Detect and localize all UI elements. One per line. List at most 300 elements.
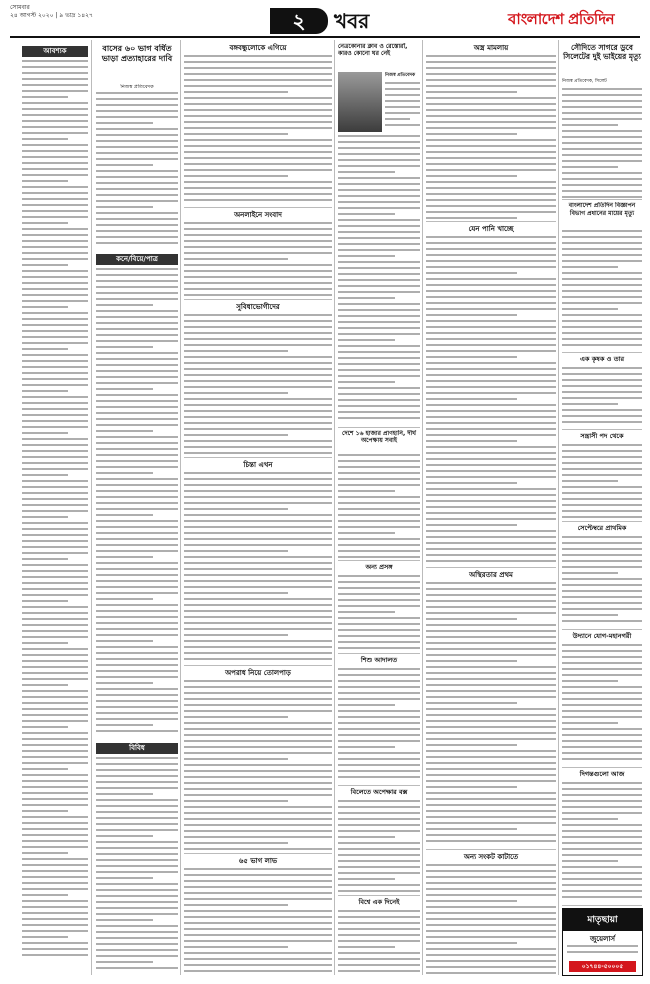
text-line <box>22 360 88 362</box>
text-line <box>426 816 556 818</box>
text-line <box>562 118 642 120</box>
story-saudi-headline: সৌদিতে সাগরে ডুবে সিলেটের দুই ভাইয়ের মৃত্যু <box>563 43 641 61</box>
text-line <box>562 680 618 682</box>
text-line <box>338 177 420 179</box>
text-line <box>338 183 420 185</box>
text-line <box>562 190 642 192</box>
body-lines <box>562 444 642 519</box>
text-line <box>426 175 517 177</box>
classified-title-2: কনে/বিয়ে/পাত্র <box>96 254 178 265</box>
text-line <box>338 375 420 377</box>
text-line <box>562 710 642 712</box>
text-line <box>338 940 420 942</box>
story-netrokona-body <box>338 135 420 425</box>
text-line <box>562 824 642 826</box>
text-line <box>184 916 332 918</box>
text-line <box>426 470 556 472</box>
text-line <box>562 656 642 658</box>
text-line <box>96 508 178 510</box>
body-lines <box>184 868 332 976</box>
column-divider <box>180 40 181 975</box>
text-line <box>96 871 178 873</box>
text-line <box>22 126 88 128</box>
text-line <box>426 97 556 99</box>
text-line <box>184 812 332 814</box>
text-line <box>184 139 332 141</box>
text-line <box>562 486 642 488</box>
text-line <box>562 344 642 346</box>
text-line <box>385 94 420 96</box>
text-line <box>184 946 288 948</box>
text-line <box>22 204 88 206</box>
text-line <box>96 280 178 282</box>
text-line <box>426 55 556 57</box>
text-line <box>22 954 88 956</box>
text-line <box>426 121 556 123</box>
story-september-body <box>562 536 642 626</box>
text-line <box>22 336 88 338</box>
text-line <box>96 718 178 720</box>
text-line <box>426 181 556 183</box>
text-line <box>338 710 420 712</box>
story-divider <box>562 905 642 906</box>
text-line <box>338 964 420 966</box>
text-line <box>562 590 642 592</box>
text-line <box>22 552 88 554</box>
story-bishwa-headline: বিশ্বে এক দিনেই <box>358 898 400 906</box>
text-line <box>562 172 642 174</box>
text-line <box>338 836 395 838</box>
body-lines <box>562 782 642 902</box>
text-line <box>22 324 88 326</box>
text-line <box>338 357 420 359</box>
text-line <box>96 823 178 825</box>
text-line <box>426 642 556 644</box>
text-line <box>426 828 517 830</box>
text-line <box>184 416 332 418</box>
text-line <box>426 278 556 280</box>
story-divider <box>184 665 332 666</box>
text-line <box>426 972 556 974</box>
text-line <box>338 147 420 149</box>
text-line <box>22 132 88 134</box>
text-line <box>22 870 88 872</box>
text-line <box>96 200 178 202</box>
text-line <box>562 674 642 676</box>
text-line <box>426 792 556 794</box>
text-line <box>22 60 88 62</box>
text-line <box>338 556 420 558</box>
text-line <box>184 264 332 266</box>
body-lines <box>338 910 420 976</box>
text-line <box>426 798 556 800</box>
text-line <box>338 674 420 676</box>
text-line <box>338 472 420 474</box>
text-line <box>22 708 88 710</box>
story-saudi-byline: নিজস্ব প্রতিবেদক, সিলেট <box>562 79 607 84</box>
text-line <box>184 622 332 624</box>
text-line <box>96 799 178 801</box>
text-line <box>22 624 88 626</box>
text-line <box>338 195 420 197</box>
text-line <box>22 426 88 428</box>
text-line <box>426 804 556 806</box>
text-line <box>96 502 178 504</box>
text-line <box>562 367 642 369</box>
text-line <box>96 829 178 831</box>
text-line <box>96 292 178 294</box>
text-line <box>22 444 88 446</box>
text-line <box>184 580 332 582</box>
text-line <box>96 242 178 244</box>
text-line <box>96 218 178 220</box>
text-line <box>184 634 288 636</box>
text-line <box>562 740 642 742</box>
text-line <box>338 405 420 407</box>
text-line <box>562 752 642 754</box>
text-line <box>184 320 332 322</box>
text-line <box>426 416 556 418</box>
column-divider <box>558 40 559 975</box>
text-line <box>338 213 395 215</box>
text-line <box>426 308 556 310</box>
text-line <box>22 270 88 272</box>
text-line <box>22 672 88 674</box>
text-line <box>96 176 178 178</box>
text-line <box>22 918 88 920</box>
text-line <box>338 237 420 239</box>
text-line <box>562 130 642 132</box>
text-line <box>184 868 332 870</box>
text-line <box>562 136 642 138</box>
text-line <box>22 828 88 830</box>
text-line <box>22 702 88 704</box>
text-line <box>22 888 88 890</box>
text-line <box>338 860 420 862</box>
text-line <box>184 928 332 930</box>
text-line <box>338 261 420 263</box>
story-bigyapon-body <box>338 800 420 895</box>
text-line <box>96 274 178 276</box>
story-onno-headline: অন্য প্রসঙ্গ <box>365 563 393 571</box>
text-line <box>184 502 332 504</box>
text-line <box>426 187 556 189</box>
text-line <box>562 878 642 880</box>
text-line <box>184 356 332 358</box>
text-line <box>567 951 638 953</box>
text-line <box>338 928 420 930</box>
text-line <box>22 774 88 776</box>
text-line <box>562 692 642 694</box>
text-line <box>426 109 556 111</box>
text-line <box>562 196 642 198</box>
text-line <box>184 752 332 754</box>
text-line <box>426 864 556 866</box>
text-line <box>184 368 332 370</box>
text-line <box>426 242 556 244</box>
text-line <box>96 538 178 540</box>
text-line <box>562 266 618 268</box>
text-line <box>22 186 88 188</box>
text-line <box>562 338 642 340</box>
text-line <box>426 840 556 842</box>
text-line <box>562 456 642 458</box>
text-line <box>338 824 420 826</box>
story-divider <box>338 427 420 428</box>
text-line <box>338 866 420 868</box>
text-line <box>184 698 332 700</box>
text-line <box>22 168 88 170</box>
text-line <box>426 542 556 544</box>
text-line <box>338 135 420 137</box>
text-line <box>426 440 517 442</box>
text-line <box>338 770 420 772</box>
text-line <box>426 732 556 734</box>
text-line <box>184 628 332 630</box>
text-line <box>22 516 68 518</box>
text-line <box>96 937 178 939</box>
text-line <box>96 406 178 408</box>
story-sontrashi-body <box>562 444 642 519</box>
text-line <box>184 818 332 820</box>
text-line <box>338 593 420 595</box>
text-line <box>184 314 332 316</box>
text-line <box>338 321 420 323</box>
text-line <box>96 955 178 957</box>
text-line <box>562 698 642 700</box>
story-divider <box>338 895 420 896</box>
text-line <box>96 622 178 624</box>
story-udyane-headline: উদ্যানে যোগ-মহানগরী <box>572 632 632 640</box>
story-mother-body <box>562 230 642 350</box>
text-line <box>426 714 556 716</box>
text-line <box>426 488 556 490</box>
text-line <box>426 618 517 620</box>
text-line <box>562 320 642 322</box>
text-line <box>562 236 642 238</box>
text-line <box>96 640 153 642</box>
text-line <box>184 338 332 340</box>
text-line <box>22 288 88 290</box>
text-line <box>96 230 178 232</box>
text-line <box>96 616 178 618</box>
text-line <box>184 79 332 81</box>
text-line <box>184 970 332 972</box>
story-divider <box>562 521 642 522</box>
text-line <box>184 496 332 498</box>
text-line <box>426 205 556 207</box>
jewellery-advert[interactable] <box>562 908 643 976</box>
text-line <box>22 144 88 146</box>
text-line <box>96 853 178 855</box>
body-lines <box>338 668 420 782</box>
text-line <box>426 199 556 201</box>
text-line <box>22 792 88 794</box>
text-line <box>385 100 420 102</box>
text-line <box>562 254 642 256</box>
text-line <box>426 115 556 117</box>
text-line <box>562 866 642 868</box>
body-lines <box>184 314 332 454</box>
text-line <box>426 139 556 141</box>
text-line <box>562 854 642 856</box>
text-line <box>184 252 332 254</box>
text-line <box>426 548 556 550</box>
text-line <box>184 276 332 278</box>
body-lines <box>184 680 332 850</box>
text-line <box>562 890 642 892</box>
text-line <box>22 240 88 242</box>
text-line <box>96 478 178 480</box>
text-line <box>22 630 88 632</box>
text-line <box>338 617 420 619</box>
text-line <box>338 171 395 173</box>
text-line <box>184 350 288 352</box>
text-line <box>426 672 556 674</box>
text-line <box>338 647 420 649</box>
text-line <box>96 805 178 807</box>
text-line <box>96 298 178 300</box>
text-line <box>426 702 517 704</box>
text-line <box>562 462 642 464</box>
text-line <box>426 314 517 316</box>
text-line <box>426 434 556 436</box>
text-line <box>96 877 153 879</box>
text-line <box>184 103 332 105</box>
text-line <box>338 369 420 371</box>
text-line <box>96 484 178 486</box>
text-line <box>184 604 332 606</box>
text-line <box>22 372 88 374</box>
text-line <box>426 750 556 752</box>
text-line <box>96 182 178 184</box>
text-line <box>22 180 68 182</box>
story-ostherik-body <box>426 582 556 847</box>
text-line <box>426 290 556 292</box>
text-line <box>562 554 642 556</box>
text-line <box>338 575 420 577</box>
text-line <box>96 194 178 196</box>
text-line <box>338 716 420 718</box>
text-line <box>96 931 178 933</box>
text-line <box>22 222 68 224</box>
text-line <box>426 356 517 358</box>
text-line <box>22 120 88 122</box>
header-day: সোমবার <box>10 4 30 11</box>
text-line <box>96 610 178 612</box>
text-line <box>96 604 178 606</box>
text-line <box>426 392 556 394</box>
text-line <box>385 106 420 108</box>
text-line <box>338 848 420 850</box>
advert-phone: ০১৭৪৪-৫০০০৫ <box>569 961 636 972</box>
text-line <box>562 230 642 232</box>
text-line <box>338 686 420 688</box>
text-line <box>562 860 618 862</box>
text-line <box>22 600 68 602</box>
text-line <box>426 536 556 538</box>
text-line <box>96 574 178 576</box>
text-line <box>562 758 642 760</box>
text-line <box>184 508 288 510</box>
text-line <box>338 680 420 682</box>
text-line <box>96 436 178 438</box>
advert-brand: মাতৃছায়া <box>563 909 642 931</box>
text-line <box>96 430 153 432</box>
text-line <box>184 282 332 284</box>
text-line <box>96 358 178 360</box>
text-line <box>562 480 618 482</box>
text-line <box>338 872 420 874</box>
text-line <box>184 222 332 224</box>
text-line <box>184 770 332 772</box>
text-line <box>96 382 178 384</box>
text-line <box>184 484 332 486</box>
text-line <box>184 398 332 400</box>
text-line <box>22 354 88 356</box>
text-line <box>22 696 88 698</box>
text-line <box>184 764 332 766</box>
text-line <box>22 540 88 542</box>
text-line <box>338 285 420 287</box>
text-line <box>184 922 332 924</box>
story-pani-body <box>426 236 556 566</box>
story-divider <box>562 352 642 353</box>
text-line <box>184 121 332 123</box>
lead-headline: বাসের ৬০ ভাগ বর্ধিত ভাড়া প্রত্যাহারের দাবি <box>96 44 178 84</box>
text-line <box>22 726 68 728</box>
text-line <box>184 440 332 442</box>
text-line <box>338 297 395 299</box>
text-line <box>96 586 178 588</box>
text-line <box>96 817 178 819</box>
text-line <box>184 428 332 430</box>
text-line <box>426 332 556 334</box>
text-line <box>22 768 68 770</box>
text-line <box>426 690 556 692</box>
text-line <box>184 109 332 111</box>
text-line <box>22 414 88 416</box>
text-line <box>96 104 178 106</box>
text-line <box>22 468 88 470</box>
text-line <box>562 818 618 820</box>
text-line <box>184 610 332 612</box>
text-line <box>562 290 642 292</box>
text-line <box>22 744 88 746</box>
text-line <box>338 508 420 510</box>
text-line <box>22 228 88 230</box>
text-line <box>22 438 88 440</box>
text-line <box>22 342 88 344</box>
body-lines <box>426 864 556 976</box>
text-line <box>426 404 556 406</box>
text-line <box>22 234 88 236</box>
text-line <box>96 793 153 795</box>
text-line <box>426 127 556 129</box>
story-digonto-headline: দিগন্তগুলো আজ <box>579 770 625 778</box>
text-line <box>96 907 178 909</box>
text-line <box>426 374 556 376</box>
text-line <box>22 936 68 938</box>
text-line <box>426 588 556 590</box>
text-line <box>562 662 642 664</box>
text-line <box>22 684 68 686</box>
text-line <box>562 812 642 814</box>
story-udyane-body <box>562 644 642 764</box>
text-line <box>96 334 178 336</box>
text-line <box>426 636 556 638</box>
body-lines <box>338 800 420 895</box>
